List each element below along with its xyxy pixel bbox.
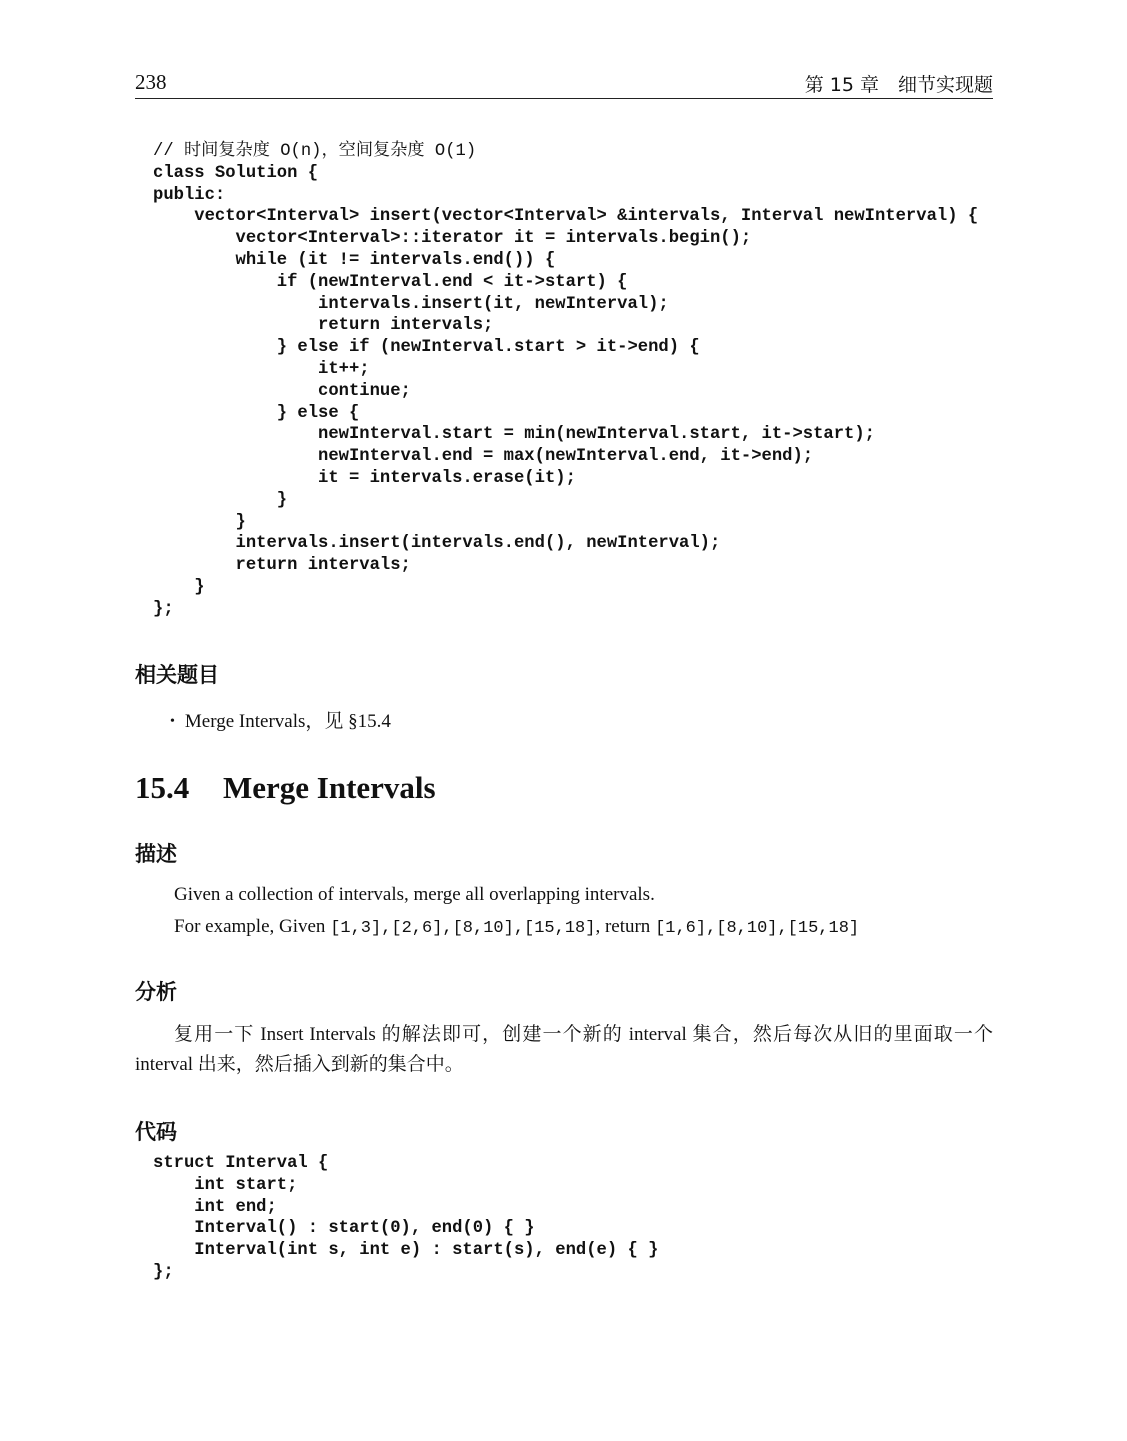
code-line: it++;: [153, 359, 370, 379]
code-line: it = intervals.erase(it);: [153, 468, 576, 488]
related-problems-heading: 相关题目: [135, 663, 219, 687]
related-problem-text: Merge Intervals，见 §15.4: [184, 711, 391, 732]
code-line: while (it != intervals.end()) {: [153, 250, 556, 270]
code-line: newInterval.start = min(newInterval.start, it->start);: [153, 425, 875, 445]
analysis-heading: 分析: [135, 980, 177, 1004]
description-example: [174, 912, 859, 944]
code-line: } else {: [153, 403, 360, 423]
code-line: class Solution {: [153, 163, 319, 183]
example-prefix: For example, Given: [174, 916, 331, 937]
description-text: Given a collection of intervals, merge all overlapping intervals.: [174, 884, 655, 905]
section-heading: [135, 770, 436, 806]
code-line: continue;: [153, 381, 411, 401]
description-heading: 描述: [135, 842, 177, 866]
code-line: vector<Interval>::iterator it = intervals.begin();: [153, 229, 752, 249]
code-line: int start;: [153, 1175, 298, 1195]
code-line: vector<Interval> insert(vector<Interval> &intervals, Interval newInterval) {: [153, 207, 979, 227]
related-problem-item: [170, 706, 391, 733]
section-number: 15.4: [135, 770, 190, 805]
example-output: [1,6],[8,10],[15,18]: [655, 919, 860, 938]
code-line: }: [153, 512, 246, 532]
code-line: }: [153, 577, 205, 597]
code-line: Interval() : start(0), end(0) { }: [153, 1219, 535, 1239]
code-line: return intervals;: [153, 556, 411, 576]
bullet-icon: •: [170, 714, 175, 729]
code-line: intervals.insert(it, newInterval);: [153, 294, 669, 314]
code-line: if (newInterval.end < it->start) {: [153, 272, 628, 292]
page-header: [135, 68, 993, 99]
code-line: } else if (newInterval.start > it->end) {: [153, 338, 700, 358]
code-line: intervals.insert(intervals.end(), newInterval);: [153, 534, 721, 554]
code-line: Interval(int s, int e) : start(s), end(e) { }: [153, 1241, 659, 1261]
page-number: 238: [135, 70, 167, 94]
example-mid: , return: [595, 916, 656, 937]
code-line: newInterval.end = max(newInterval.end, it->end);: [153, 447, 814, 467]
example-input: [1,3],[2,6],[8,10],[15,18]: [330, 919, 596, 938]
code-block-interval-struct: [153, 1153, 658, 1284]
code-line: public:: [153, 185, 226, 205]
code-comment-line: // 时间复杂度 O(n)，空间复杂度 O(1): [153, 142, 477, 161]
code-heading: 代码: [135, 1120, 177, 1144]
code-line: };: [153, 599, 174, 619]
code-block-insert-intervals: [153, 141, 978, 621]
code-line: };: [153, 1262, 174, 1282]
chapter-title: 第 15 章 细节实现题: [804, 74, 993, 96]
code-line: }: [153, 490, 288, 510]
code-line: struct Interval {: [153, 1154, 329, 1173]
analysis-text: 复用一下 Insert Intervals 的解法即可，创建一个新的 interval 集合，然后每次从旧的里面取一个 interval 出来，然后插入到新的集合中。: [135, 1024, 993, 1075]
code-line: return intervals;: [153, 316, 494, 336]
section-title: Merge Intervals: [223, 770, 436, 805]
code-line: int end;: [153, 1197, 277, 1217]
